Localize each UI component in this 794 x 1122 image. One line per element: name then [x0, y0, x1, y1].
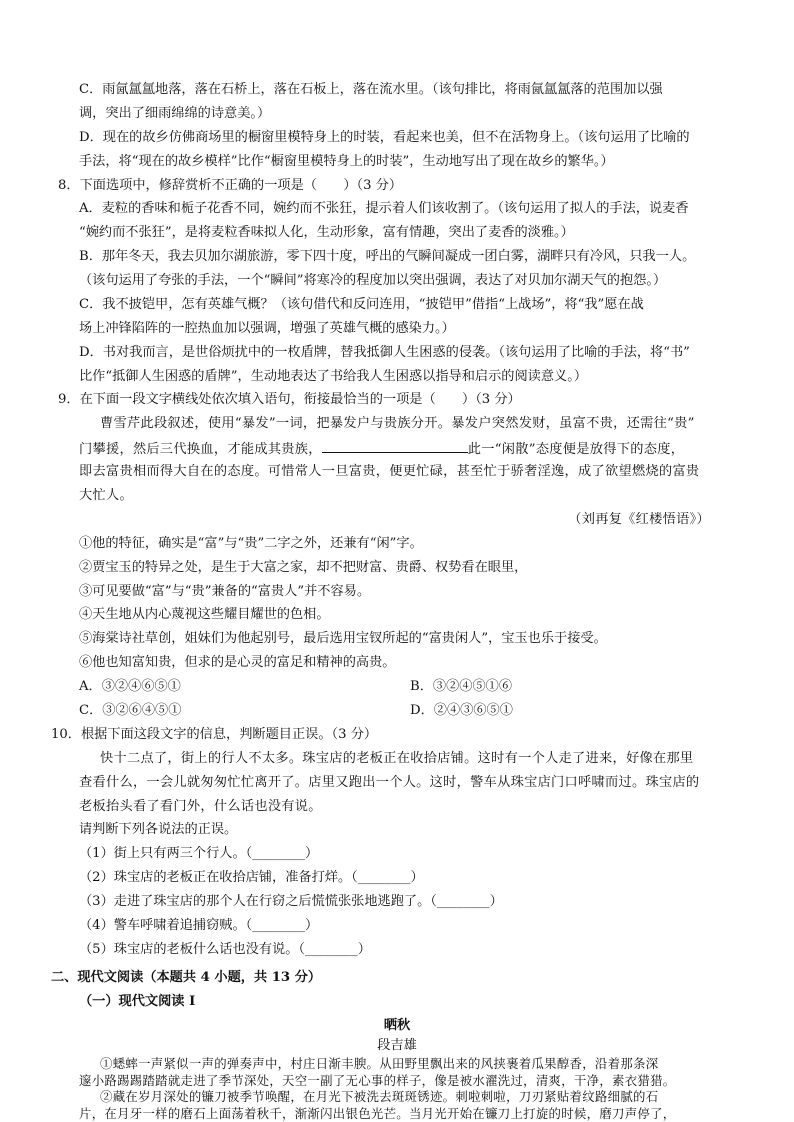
- q10-passage-3: 老板抬头看了看门外，什么话也没有说。: [79, 799, 322, 814]
- q9-option-b[interactable]: B．③②④⑤①⑥: [410, 679, 513, 694]
- question-8-stem: 8．下面选项中，修辞赏析不正确的一项是（ ）（3 分）: [58, 178, 403, 193]
- q8-option-d-1: D．书对我而言，是世俗烦扰中的一枚盾牌，替我抵御人生困惑的侵袭。（该句运用了比喻的手法，将“书”: [79, 345, 690, 360]
- q9-passage-2-text: 门攀援，然后三代换血，才能成其贵族，: [79, 442, 322, 457]
- question-9-stem: 9．在下面一段文字横线处依次填入语句，衔接最恰当的一项是（ ）（3 分）: [58, 392, 521, 407]
- q9-passage-2-rest: 此一“闲散”态度便是放得下的态度，: [467, 442, 685, 457]
- q9-sentence-6: ⑥他也知富知贵，但求的是心灵的富足和精神的高贵。: [79, 655, 396, 670]
- q8-option-b-1: B．那年冬天，我去贝加尔湖旅游，零下四十度，呼出的气瞬间凝成一团白雾，湖畔只有冷风，只我一人。: [79, 249, 696, 264]
- q9-sentence-4: ④天生地从内心蔑视这些耀目耀世的色相。: [79, 607, 330, 622]
- article-para-1-b: 邃小路踢踢踏踏就走进了季节深处，天空一副了无心事的样子，像是被水濯洗过，清爽，干净，素衣猎猎。: [79, 1072, 676, 1088]
- q8-option-b-2: （该句运用了夸张的手法，一个“瞬间”将寒冷的程度加以突出强调，表达了对贝加尔湖天气的抱怨。）: [79, 273, 667, 288]
- fill-blank[interactable]: [322, 438, 468, 453]
- q10-passage-1: 快十二点了，街上的行人不太多。珠宝店的老板正在收拾店铺。这时有一个人走了进来，好像在那里: [100, 751, 694, 766]
- q8-option-c-1: C．我不披铠甲，怎有英雄气概？（该句借代和反问连用，“披铠甲”借指“上战场”，将“我”愿在战: [79, 297, 644, 312]
- q10-item-2[interactable]: （2）珠宝店的老板正在收拾店铺，准备打烊。（________）: [79, 870, 424, 885]
- section-2-heading: 二、现代文阅读（本题共 4 小题，共 13 分）: [51, 970, 322, 985]
- q9-passage-4: 大忙人。: [79, 488, 133, 503]
- q9-sentence-1: ①他的特征，确实是“富”与“贵”二字之外，还兼有“闲”字。: [79, 536, 423, 551]
- q8-option-d-2: 比作“抵御人生困惑的盾牌”，生动地表达了书给我人生困惑以指导和启示的阅读意义。）: [79, 369, 588, 384]
- subsection-heading: （一）现代文阅读 I: [79, 994, 196, 1009]
- q8-option-a-1: A．麦粒的香味和栀子花香不同，婉约而不张狂，提示着人们该收割了。（该句运用了拟人的手法，说麦香: [79, 201, 689, 216]
- q10-passage-2: 查看什么，一会儿就匆匆忙忙离开了。店里又跑出一个人。这时，警车从珠宝店门口呼啸而过。珠宝店的: [79, 775, 700, 790]
- q9-source: （刘再复《红楼悟语》）: [568, 512, 710, 527]
- q9-sentence-3: ③可见要做“富”与“贵”兼备的“富贵人”并不容易。: [79, 584, 371, 599]
- q10-item-3[interactable]: （3）走进了珠宝店的那个人在行窃之后慌慌张张地逃跑了。（________）: [79, 894, 503, 909]
- q9-option-a[interactable]: A．③②④⑥⑤①: [79, 679, 181, 694]
- line-option-c-1: C．雨氤氲氲地落，落在石桥上，落在石板上，落在流水里。（该句排比，将雨氤氲氲落的范围加以强: [79, 82, 663, 97]
- q10-item-5[interactable]: （5）珠宝店的老板什么话也没有说。（________）: [79, 942, 371, 957]
- q9-passage-2: [79, 438, 684, 460]
- q10-item-4[interactable]: （4）警车呼啸着追捕窃贼。（________）: [79, 918, 319, 933]
- article-para-2-b: 片，在月牙一样的磨石上面荡着秋千，渐渐闪出银色光芒。当月光开始在镰刀上打旋的时候，磨刀声停了，: [79, 1105, 676, 1121]
- q8-option-c-2: 场上冲锋陷阵的一腔热血加以强调，增强了英雄气概的感染力。）: [79, 321, 455, 336]
- q9-sentence-2: ②贾宝玉的特异之处，是生于大富之家，却不把财富、贵爵、权势看在眼里，: [79, 560, 528, 575]
- q9-sentence-5: ⑤海棠诗社草创，姐妹们为他起别号，最后选用宝钗所起的“富贵闲人”，宝玉也乐于接受。: [79, 631, 607, 646]
- article-author: 段吉雄: [377, 1038, 417, 1053]
- q9-passage-3: 即去富贵相而得大自在的态度。可惜常人一旦富贵，便更忙碌，甚至忙于骄奢淫逸，成了欲望燃烧的富贵: [79, 464, 700, 479]
- q8-option-a-2: “婉约而不张狂”，是将麦粒香味拟人化，生动形象，富有情趣，突出了麦香的淡雅。）: [79, 225, 574, 240]
- line-option-c-2: 调，突出了细雨绵绵的诗意美。）: [79, 106, 271, 121]
- q9-option-d[interactable]: D．②④③⑥⑤①: [410, 703, 513, 718]
- q9-passage-1: 曹雪芹此段叙述，使用“暴发”一词，把暴发户与贵族分开。暴发户突然发财，虽富不贵，还需往“贵”: [100, 416, 695, 431]
- q10-instruction: 请判断下列各说法的正误。: [79, 822, 238, 837]
- line-option-d-2: 手法，将“现在的故乡模样”比作“橱窗里模特身上的时装”，生动地写出了现在故乡的繁华。）: [79, 154, 614, 169]
- article-para-1-a: ①蟋蟀一声紧似一声的弹奏声中，村庄日渐丰腴。从田野里飘出来的风挟裹着瓜果醇香，沿着那条深: [100, 1056, 659, 1071]
- q10-item-1[interactable]: （1）街上只有两三个行人。（________）: [79, 846, 319, 861]
- article-para-2-a: ②藏在岁月深处的镰刀被季节唤醒，在月光下被洗去斑斑锈迹。刺啦刺啦，刀刃紧贴着纹路细腻的石: [100, 1089, 659, 1104]
- line-option-d-1: D．现在的故乡仿佛商场里的橱窗里模特身上的时装，看起来也美，但不在活物身上。（该句运用了比喻的: [79, 130, 690, 145]
- q9-option-c[interactable]: C．③②⑥④⑤①: [79, 703, 182, 718]
- question-10-stem: 10．根据下面这段文字的信息，判断题目正误。（3 分）: [51, 727, 378, 742]
- article-title: 晒秋: [383, 1018, 411, 1033]
